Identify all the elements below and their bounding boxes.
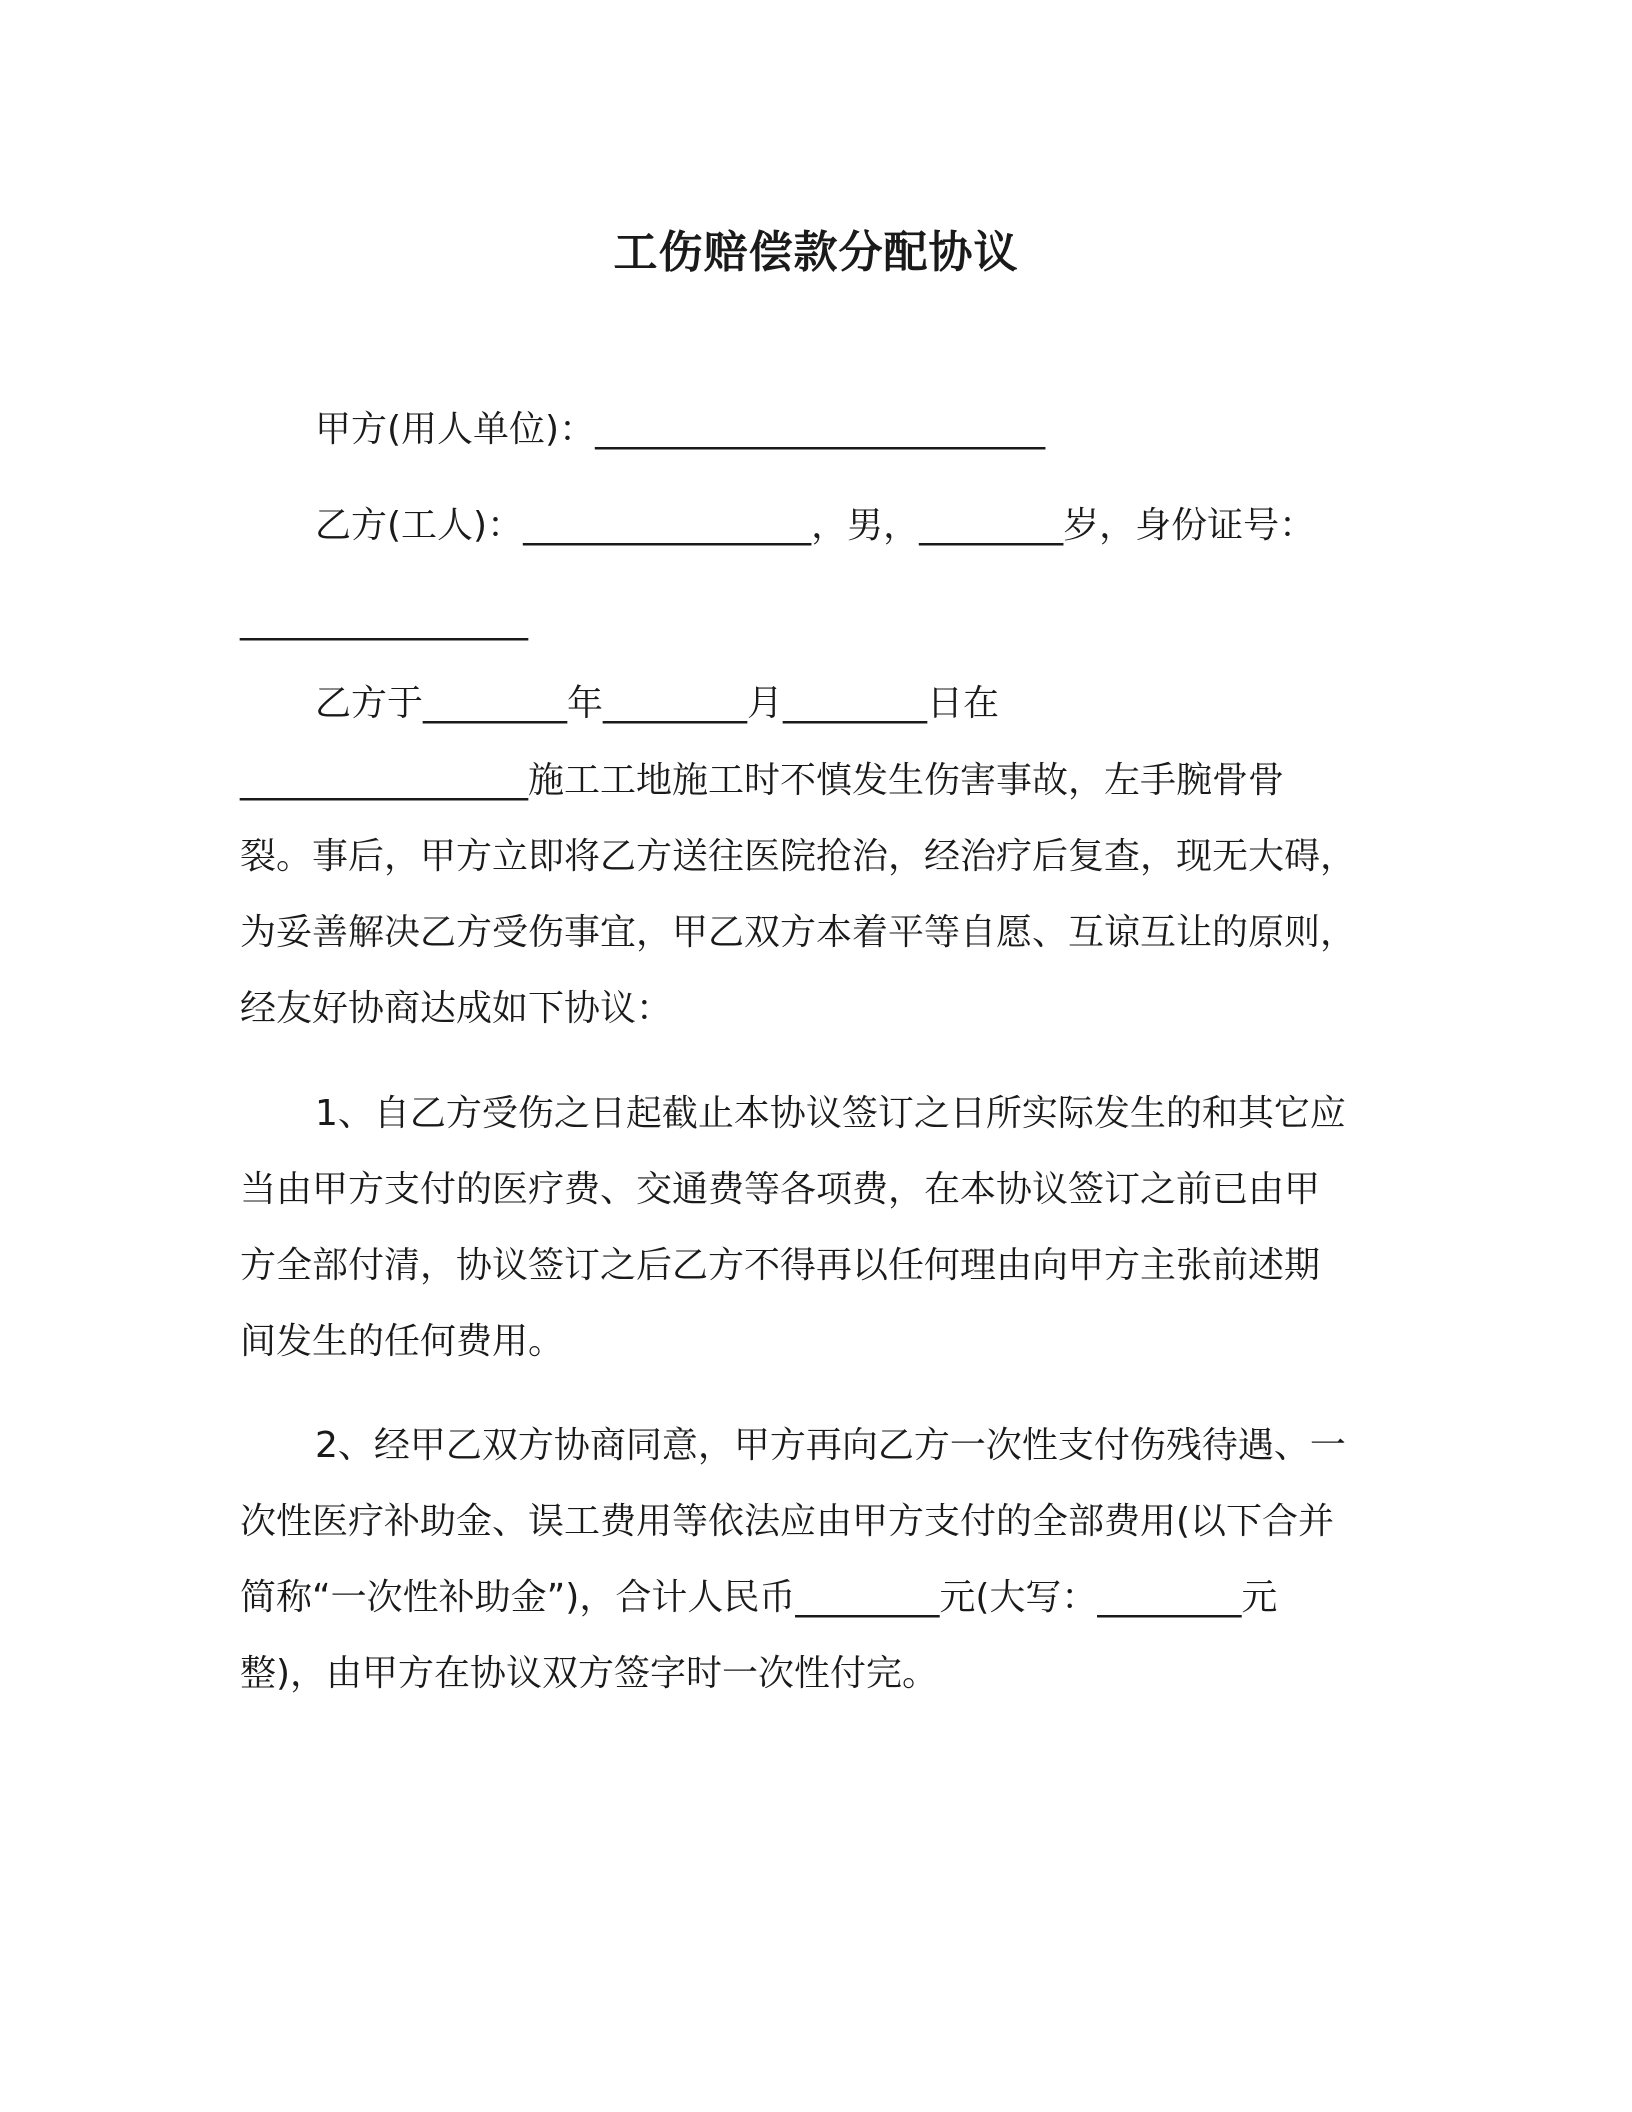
clause-1-line-1: 1、自乙方受伤之日起截止本协议签订之日所实际发生的和其它应 bbox=[315, 1093, 1346, 1134]
clause-2-line-4: 整)，由甲方在协议双方签字时一次性付完。 bbox=[240, 1653, 939, 1694]
clause-1-line-2: 当由甲方支付的医疗费、交通费等各项费，在本协议签订之前已由甲 bbox=[240, 1169, 1321, 1210]
intro-paragraph-line-3: 裂。事后，甲方立即将乙方送往医院抢治，经治疗后复查，现无大碍， bbox=[240, 836, 1357, 877]
clause-1-line-3: 方全部付清，协议签订之后乙方不得再以任何理由向甲方主张前述期 bbox=[240, 1245, 1321, 1286]
id-number-blank: ________________ bbox=[240, 600, 528, 641]
intro-paragraph-line-4: 为妥善解决乙方受伤事宜，甲乙双方本着平等自愿、互谅互让的原则， bbox=[240, 912, 1357, 953]
intro-paragraph-line-5: 经友好协商达成如下协议： bbox=[240, 988, 673, 1029]
document-title: 工伤赔偿款分配协议 bbox=[613, 227, 1019, 278]
intro-paragraph-line-2: ________________施工工地施工时不慎发生伤害事故，左手腕骨骨 bbox=[240, 760, 1285, 801]
intro-paragraph-line-1: 乙方于________年________月________日在 bbox=[315, 683, 1000, 724]
clause-2-line-3: 简称“一次性补助金”)，合计人民币________元(大写：________元 bbox=[240, 1577, 1278, 1618]
clause-2-line-1: 2、经甲乙双方协商同意，甲方再向乙方一次性支付伤残待遇、一 bbox=[315, 1425, 1346, 1466]
clause-2-line-2: 次性医疗补助金、误工费用等依法应由甲方支付的全部费用(以下合并 bbox=[240, 1501, 1335, 1542]
party-a-line: 甲方(用人单位)：_________________________ bbox=[315, 409, 1046, 450]
party-b-line: 乙方(工人)：________________，男，________岁，身份证号： bbox=[315, 505, 1316, 546]
clause-1-line-4: 间发生的任何费用。 bbox=[240, 1321, 565, 1362]
